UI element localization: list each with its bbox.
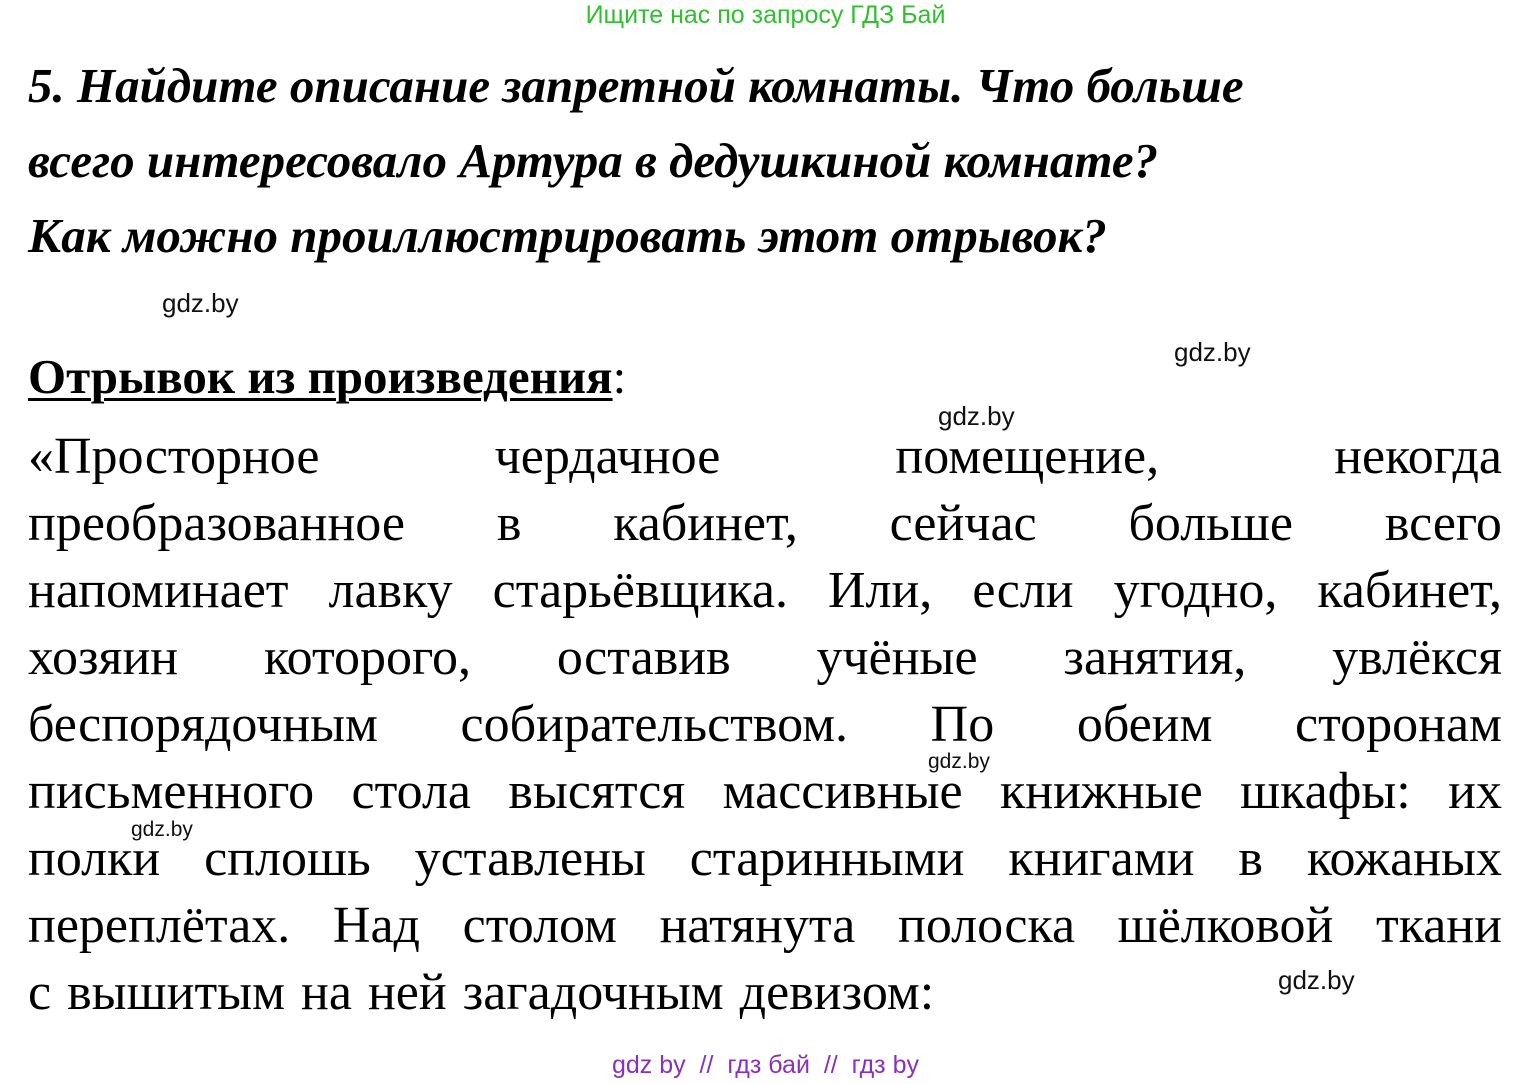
excerpt-word: оставив [556,629,731,686]
excerpt-text [28,423,1502,1026]
top-banner: Ищите нас по запросу ГДЗ Бай [585,1,946,29]
footer-watermark: gdz by // гдз бай // гдз by [611,1051,919,1079]
excerpt-word: которого, [264,629,472,686]
excerpt-word: старьёвщика. [492,562,788,619]
section-heading-text: Отрывок из произведения [28,349,613,404]
excerpt-word: в [496,495,522,552]
excerpt-word: девизом: [739,964,935,1021]
excerpt-word: лавку [328,562,453,619]
excerpt-word: кожаных [1306,830,1502,887]
excerpt-word: столом [462,897,617,954]
excerpt-word: уставлены [414,830,646,887]
excerpt-word: старинными [689,830,965,887]
excerpt-word: собирательством. [460,696,849,753]
excerpt-word: полки [28,830,161,887]
excerpt-word: По [930,696,995,753]
excerpt-word: натянута [659,897,856,954]
excerpt-word: помещение, [895,428,1160,485]
excerpt-word: загадочным [462,964,724,1021]
question-line: Как можно проиллюстрировать этот отрывок? [28,208,1107,263]
watermark: gdz.by [162,288,239,318]
excerpt-word: высятся [508,763,686,820]
watermark: gdz.by [1174,337,1251,367]
excerpt-word: некогда [1334,428,1502,485]
excerpt-word: массивные [722,763,963,820]
excerpt-word: в [1238,830,1263,887]
excerpt-line [28,825,1502,892]
excerpt-word: обеим [1076,696,1213,753]
excerpt-word: Или, [827,562,933,619]
watermark: gdz.by [928,750,990,773]
excerpt-word: преобразованное [28,495,405,552]
question-line: 5. Найдите описание запретной комнаты. Что больше [28,58,1244,113]
excerpt-line [28,557,1502,624]
watermark: gdz.by [131,818,193,841]
excerpt-word: хозяин [28,629,179,686]
excerpt-word: письменного [28,763,315,820]
excerpt-word: переплётах. [28,897,291,954]
excerpt-word: кабинет, [613,495,798,552]
excerpt-word: всего [1384,495,1502,552]
excerpt-line [28,691,1502,758]
excerpt-word: беспорядочным [28,696,378,753]
excerpt-word: учёные [816,629,978,686]
excerpt-word: если [972,562,1074,619]
excerpt-word: книгами [1008,830,1195,887]
excerpt-word: их [1448,763,1502,820]
watermark: gdz.by [1278,965,1355,995]
excerpt-word: на [301,964,352,1021]
excerpt-word: сейчас [889,495,1037,552]
excerpt-line [28,423,1502,490]
excerpt-word: сторонам [1295,696,1502,753]
excerpt-word: угодно, [1113,562,1278,619]
excerpt-word: стола [351,763,471,820]
section-heading [28,345,626,409]
excerpt-word: книжные [1000,763,1203,820]
excerpt-line [28,490,1502,557]
excerpt-word: ней [367,964,447,1021]
excerpt-word: больше [1128,495,1294,552]
excerpt-word: Над [332,897,421,954]
excerpt-line [28,758,1502,825]
excerpt-word: шкафы: [1240,763,1411,820]
excerpt-word: вышитым [67,964,286,1021]
excerpt-word: кабинет, [1317,562,1502,619]
excerpt-word: полоска [898,897,1076,954]
excerpt-word: чердачное [494,428,721,485]
excerpt-line [28,892,1502,959]
excerpt-word: занятия, [1063,629,1247,686]
excerpt-word: «Просторное [28,428,320,485]
question-block [28,48,1508,273]
excerpt-word: напоминает [28,562,289,619]
section-heading-colon: : [612,349,627,404]
excerpt-line [28,624,1502,691]
excerpt-word: сплошь [204,830,371,887]
excerpt-word: с [28,964,52,1021]
watermark: gdz.by [938,401,1015,431]
excerpt-word: шёлковой [1117,897,1334,954]
question-line: всего интересовало Артура в дедушкиной комнате? [28,133,1159,188]
excerpt-word: увлёкся [1332,629,1502,686]
excerpt-word: ткани [1376,897,1502,954]
